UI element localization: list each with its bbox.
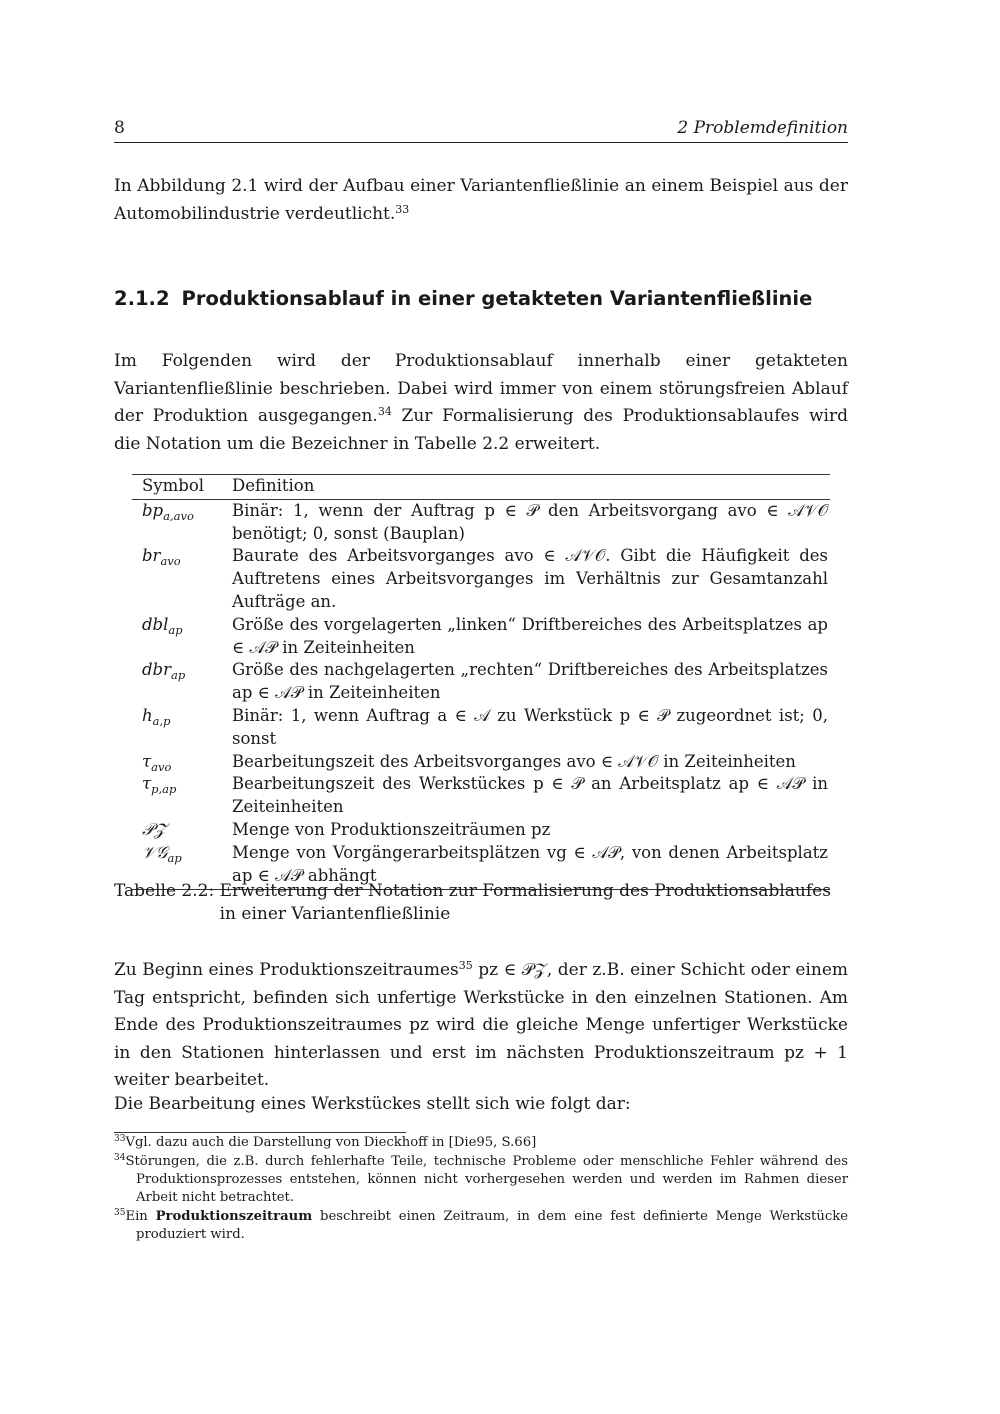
intro-paragraph [114,173,848,228]
symbol-base: τ [142,774,152,794]
symbol-base: 𝒱𝒢 [142,842,168,862]
footnote-number: 33 [114,1134,126,1144]
column-header-symbol: Symbol [142,476,205,495]
running-header [114,118,848,143]
table-row [132,545,830,613]
definition-cell: Menge von Produktionszeiträumen pz [232,819,551,839]
symbol-subscript: ap [167,850,182,865]
symbol-base: br [142,546,161,566]
definition-cell: Bearbeitungszeit des Arbeitsvorganges avo ∈ 𝒜𝒱𝒪 in Zeiteinheiten [232,751,796,771]
table-caption [114,880,848,926]
section-number: 2.1.2 [114,287,170,310]
footnote-ref-34[interactable]: 34 [377,405,392,418]
table-row [132,819,830,842]
table-row [132,751,830,774]
footnote-text-pre: Ein [125,1209,156,1224]
symbol-cell [132,500,232,546]
table-row [132,773,830,819]
paragraph-text-a: Zu Beginn eines Produktionszeitraumes [114,960,459,980]
symbol-base: dbr [142,660,172,680]
symbol-subscript: avo [151,759,172,774]
footnote-text-post: beschreibt einen Zeitraum, in dem eine fest definierte Menge Werkstücke produziert wird. [136,1209,849,1243]
symbol-subscript: a,avo [163,508,194,523]
symbol-subscript: a,p [152,713,171,728]
symbol-base: dbl [142,614,169,634]
table-row [132,500,830,546]
footnote-text: Störungen, die z.B. durch fehlerhafte Teile, technische Probleme oder menschliche Fehler während des Produktionsprozesses entstehen, können nicht vorhergesehen werden und werden im Rahmen dieser Arbeit nicht betrachtet. [125,1154,848,1206]
paragraph-production-period [114,957,848,1095]
footnote-number: 35 [114,1208,126,1218]
footnote-rule [114,1132,406,1133]
symbol-subscript: avo [160,554,181,569]
symbol-cell [132,614,232,660]
definition-cell: Binär: 1, wenn der Auftrag p ∈ 𝒫 den Arbeitsvorgang avo ∈ 𝒜𝒱𝒪 benötigt; 0, sonst (Bauplan) [232,500,828,543]
footnote-33 [114,1134,848,1152]
symbol-subscript: p,ap [151,782,177,797]
definition-cell: Bearbeitungszeit des Werkstückes p ∈ 𝒫 an Arbeitsplatz ap ∈ 𝒜𝒫 in Zeiteinheiten [232,774,828,817]
table-row [132,614,830,660]
notation-table [132,474,830,890]
paragraph-text-a: Im Folgenden wird der Produktionsablauf innerhalb einer getakteten Variantenfließlinie beschrieben. Dabei wird immer von einem störungsfreien Ablauf der Produktion ausgegangen. [114,351,848,426]
table-row [132,659,830,705]
paragraph-text-b: Zur Formalisierung des Produktionsablaufes wird die Notation um die Bezeichner in Tabelle 2.2 erweitert. [114,406,848,454]
table-row [132,705,830,751]
symbol-cell [132,545,232,613]
definition-cell: Binär: 1, wenn Auftrag a ∈ 𝒜 zu Werkstück p ∈ 𝒫 zugeordnet ist; 0, sonst [232,705,828,748]
symbol-cell [132,705,232,751]
symbol-cell [132,751,232,774]
symbol-subscript: ap [171,668,186,683]
paragraph-processing: Die Bearbeitung eines Werkstückes stellt sich wie folgt dar: [114,1094,631,1114]
symbol-cell [132,819,232,842]
footnote-35 [114,1208,848,1244]
column-header-definition: Definition [232,476,315,495]
caption-text: Erweiterung der Notation zur Formalisierung des Produktionsablaufes in einer Variantenfließlinie [219,881,831,924]
symbol-subscript: ap [168,622,183,637]
definition-cell: Größe des vorgelagerten „linken“ Driftbereiches des Arbeitsplatzes ap ∈ 𝒜𝒫 in Zeiteinheiten [232,614,828,657]
definition-cell: Baurate des Arbeitsvorganges avo ∈ 𝒜𝒱𝒪. Gibt die Häufigkeit des Auftretens eines Arbeitsvorganges im Verhältnis zur Gesamtanzahl Aufträge an. [232,546,828,611]
section-heading [114,287,812,310]
symbol-base: 𝒫𝒵 [142,819,167,839]
definition-cell: Größe des nachgelagerten „rechten“ Driftbereiches des Arbeitsplatzes ap ∈ 𝒜𝒫 in Zeiteinheiten [232,660,828,703]
symbol-cell [132,659,232,705]
table-header-row [132,475,830,498]
definition-cell: Menge von Vorgängerarbeitsplätzen vg ∈ 𝒜𝒫, von denen Arbeitsplatz ap ∈ 𝒜𝒫 abhängt [232,842,828,885]
footnote-term: Produktionszeitraum [155,1209,313,1224]
footnote-34 [114,1153,848,1208]
footnote-text: Vgl. dazu auch die Darstellung von Dieckhoff in [Die95, S.66] [125,1135,537,1150]
symbol-base: h [142,705,153,725]
footnote-ref-35[interactable]: 35 [458,959,473,972]
symbol-base: bp [142,500,164,520]
chapter-title: 2 Problemdefinition [677,118,848,138]
section-title: Produktionsablauf in einer getakteten Variantenfließlinie [181,287,813,310]
caption-label: Tabelle 2.2: [114,881,220,901]
intro-text: In Abbildung 2.1 wird der Aufbau einer Variantenfließlinie an einem Beispiel aus der Automobilindustrie verdeutlicht. [114,176,848,224]
symbol-cell [132,773,232,819]
footnote-ref-33[interactable]: 33 [395,202,410,216]
paragraph-production-flow [114,348,848,458]
symbol-base: τ [142,751,152,771]
page-number: 8 [114,118,125,138]
footnote-number: 34 [114,1153,126,1163]
paragraph-text-b: pz ∈ 𝒫𝒵, der z.B. einer Schicht oder einem Tag entspricht, befinden sich unfertige Werkstücke in den einzelnen Stationen. Am Ende des Produktionszeitraumes pz wird die gleiche Menge unfertiger Werkstücke in den Stationen hinterlassen und erst im nächsten Produktionszeitraum pz + 1 weiter bearbeitet. [114,960,848,1090]
